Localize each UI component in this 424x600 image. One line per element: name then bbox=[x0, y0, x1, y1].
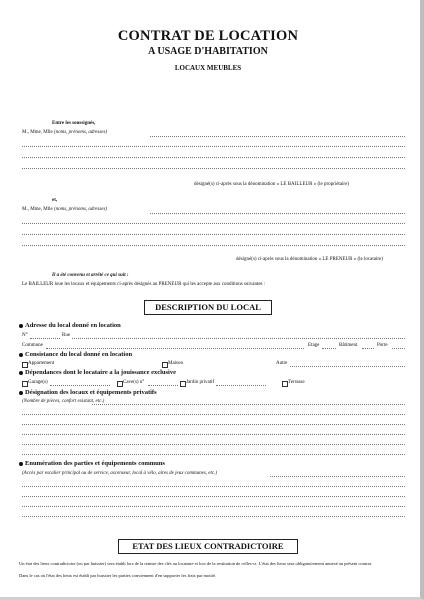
address-commune-label: Commune bbox=[22, 343, 43, 348]
bailleur-name-line-2[interactable] bbox=[22, 146, 405, 147]
bailleur-name-line-1[interactable] bbox=[150, 136, 405, 137]
agreement-text: Le BAILLEUR loue les locaux et équipements ci-après désignés au PRENEUR qui les accepte aux conditions suivantes : bbox=[22, 282, 266, 287]
address-porte-field[interactable] bbox=[392, 348, 405, 349]
address-no-label: N° bbox=[22, 333, 28, 338]
document-subtitle: A USAGE D'HABITATION bbox=[148, 46, 268, 57]
jardin-field[interactable] bbox=[216, 385, 266, 386]
maison-label: Maison bbox=[168, 361, 183, 366]
description-heading: DESCRIPTION DU LOCAL bbox=[144, 300, 272, 315]
preneur-name-line-3[interactable] bbox=[22, 234, 405, 235]
address-no-field[interactable] bbox=[30, 338, 60, 339]
bailleur-name-label bbox=[22, 130, 107, 136]
bullet-icon bbox=[19, 324, 23, 328]
preneur-name-line-2[interactable] bbox=[22, 223, 405, 224]
designation-section-title bbox=[19, 389, 157, 396]
consistance-section-title bbox=[19, 351, 132, 358]
jardin-label: Jardin privatif bbox=[186, 380, 215, 385]
caves-field[interactable] bbox=[148, 385, 178, 386]
address-rue-field[interactable] bbox=[72, 338, 405, 339]
garage-label: Garage(s) bbox=[28, 380, 48, 385]
address-commune-field[interactable] bbox=[46, 348, 304, 349]
enumeration-line-3[interactable] bbox=[22, 496, 405, 497]
autre-label: Autre bbox=[276, 361, 288, 366]
designation-line-5[interactable] bbox=[22, 444, 405, 445]
address-rue-label: Rue bbox=[62, 333, 71, 338]
parties-and: et, bbox=[52, 198, 58, 203]
enumeration-section-title bbox=[19, 460, 165, 467]
caves-label: Cave(s) n° bbox=[123, 380, 145, 385]
preneur-name-line-4[interactable] bbox=[22, 245, 405, 246]
bullet-icon bbox=[19, 391, 23, 395]
address-batiment-label: Bâtiment bbox=[339, 343, 358, 348]
enumeration-line-4[interactable] bbox=[22, 506, 405, 507]
document-title: CONTRAT DE LOCATION bbox=[117, 28, 299, 44]
designation-line-1[interactable] bbox=[92, 404, 405, 405]
address-batiment-field[interactable] bbox=[362, 348, 374, 349]
bailleur-name-hint: (noms, prénoms, adresses) bbox=[53, 130, 108, 135]
dependances-section-title bbox=[19, 369, 176, 376]
preneur-name-hint: (noms, prénoms, adresses) bbox=[53, 207, 108, 212]
autre-field[interactable] bbox=[290, 366, 405, 367]
document-subtitle-meubles: LOCAUX MEUBLES bbox=[174, 64, 242, 72]
agreement-heading: Il a été convenu et arrêté ce qui suit : bbox=[52, 273, 129, 278]
address-porte-label: Porte bbox=[377, 343, 388, 348]
preneur-note: désigné(s) ci-après sous la dénomination « LE PRENEUR » (le locataire) bbox=[236, 257, 383, 262]
preneur-name-line-1[interactable] bbox=[150, 213, 405, 214]
address-etage-field[interactable] bbox=[322, 348, 336, 349]
enumeration-line-1[interactable] bbox=[270, 476, 405, 477]
terrasse-label: Terrasse bbox=[288, 380, 305, 385]
address-etage-label: Etage bbox=[308, 343, 320, 348]
enumeration-section-title-text: Enumération des parties et équipements communs bbox=[25, 460, 165, 467]
designation-line-4[interactable] bbox=[22, 434, 405, 435]
dependances-section-title-text: Dépendances dont le locataire a la jouissance exclusive bbox=[25, 369, 176, 376]
bailleur-name-line-4[interactable] bbox=[22, 168, 405, 169]
bullet-icon bbox=[19, 462, 23, 466]
consistance-section-title-text: Consistance du local donné en location bbox=[25, 351, 133, 358]
address-section-title bbox=[19, 322, 121, 329]
bullet-icon bbox=[19, 371, 23, 375]
appartement-label: Appartement bbox=[28, 361, 55, 366]
designation-hint: (Nombre de pièces, confort existant, etc.) bbox=[22, 399, 105, 404]
garage-field[interactable] bbox=[50, 385, 110, 386]
preneur-name-label-text: M., Mme, Mlle bbox=[22, 207, 53, 212]
designation-line-2[interactable] bbox=[22, 414, 405, 415]
etat-text-2: Dans le cas où l'état des lieux est établi par huissier les parties conviennent d'en supporter les frais par moitié. bbox=[19, 573, 217, 578]
bailleur-name-label-text: M., Mme, Mlle bbox=[22, 130, 53, 135]
etat-heading: ETAT DES LIEUX CONTRADICTOIRE bbox=[118, 539, 298, 554]
preneur-name-label bbox=[22, 207, 107, 213]
designation-line-3[interactable] bbox=[22, 424, 405, 425]
enumeration-hint: (Accès par escalier principal ou de service, ascenseur, local à vélo, aires de jeux communes, etc.) bbox=[22, 471, 218, 476]
enumeration-line-2[interactable] bbox=[22, 486, 405, 487]
bullet-icon bbox=[19, 353, 23, 357]
bailleur-note: désigné(s) ci-après sous la dénomination « LE BAILLEUR » (le propriétaire) bbox=[194, 182, 349, 187]
enumeration-line-5[interactable] bbox=[22, 516, 405, 517]
address-section-title-text: Adresse du local donné en location bbox=[25, 322, 121, 329]
designation-line-6[interactable] bbox=[22, 454, 405, 455]
etat-text-1: Un état des lieux contradictoire (ou par huissier) sera établi lors de la remise des clés au locataire et lors de la restitution de celles-ci. L'état des lieux sera obligatoirement annexé au présent contrat. bbox=[19, 561, 373, 566]
parties-intro: Entre les soussignés, bbox=[52, 121, 96, 126]
bailleur-name-line-3[interactable] bbox=[22, 157, 405, 158]
designation-section-title-text: Désignation des locaux et équipements privatifs bbox=[25, 389, 157, 396]
